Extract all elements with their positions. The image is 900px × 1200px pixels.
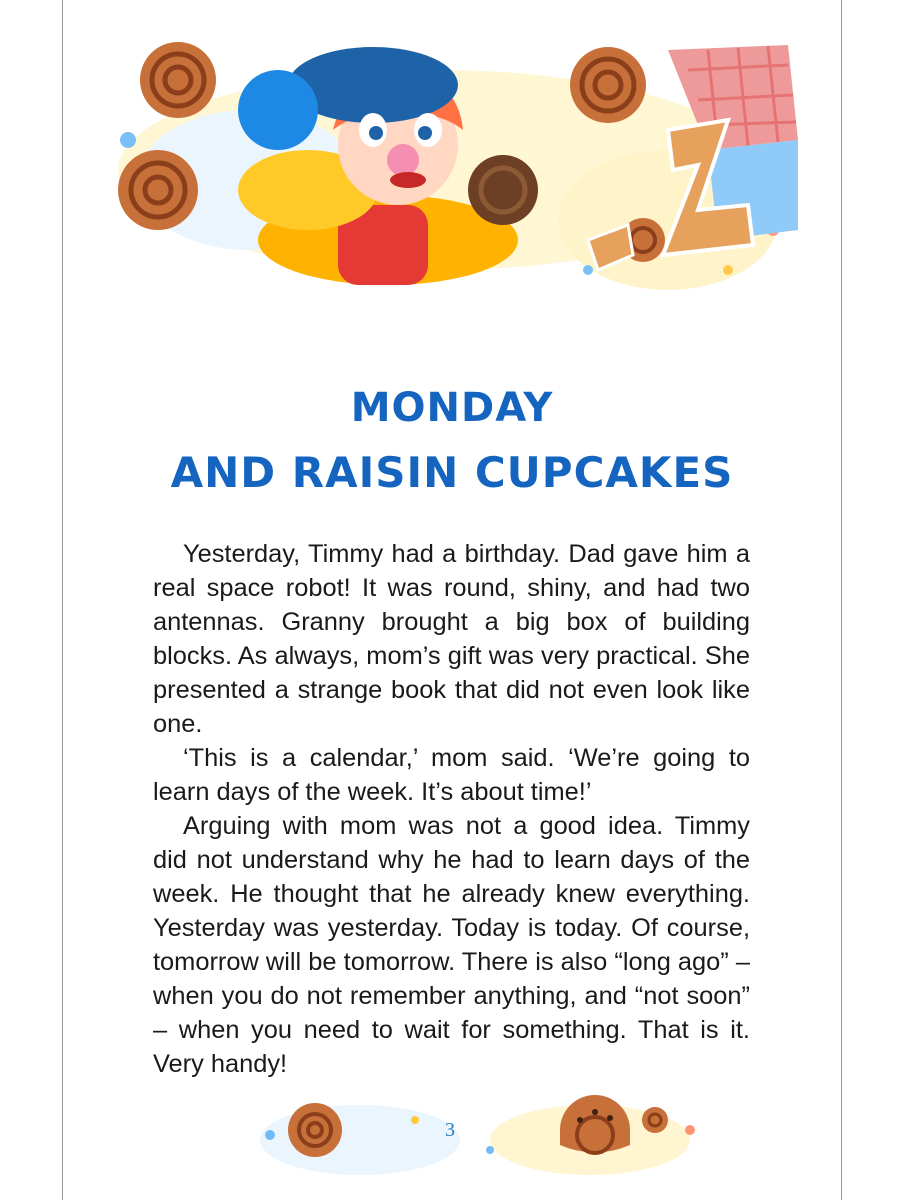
cinnamon-bun-3	[570, 47, 646, 123]
cinnamon-bun-2	[118, 150, 198, 230]
story-paragraph: Yesterday, Timmy had a birthday. Dad gave him a real space robot! It was round, shiny, and had two antennas. Granny brought a big box of building blocks. As always, mom’s gift was very practical. She presented a strange book that did not even look like one.	[153, 540, 750, 738]
cinnamon-bun-1	[140, 42, 216, 118]
story-paragraph: Arguing with mom was not a good idea. Timmy did not understand why he had to learn days of the week. He thought that he already knew everything. Yesterday was yesterday. Today is today. Of course, tomorrow will be tomorrow. There is also “long ago” – when you do not remember anything, and “not soon” – when you need to wait for something. That is it. Very handy!	[153, 812, 750, 1078]
header-illustration	[108, 30, 798, 300]
story-paragraph: ‘This is a calendar,’ mom said. ‘We’re going to learn days of the week. It’s about time!’	[153, 744, 750, 806]
page-number: 3	[445, 1119, 455, 1141]
story-text	[153, 537, 750, 1081]
chapter-title-line-2: AND RAISIN CUPCAKES	[170, 448, 734, 498]
chapter-title-line-1: MONDAY	[350, 384, 554, 431]
